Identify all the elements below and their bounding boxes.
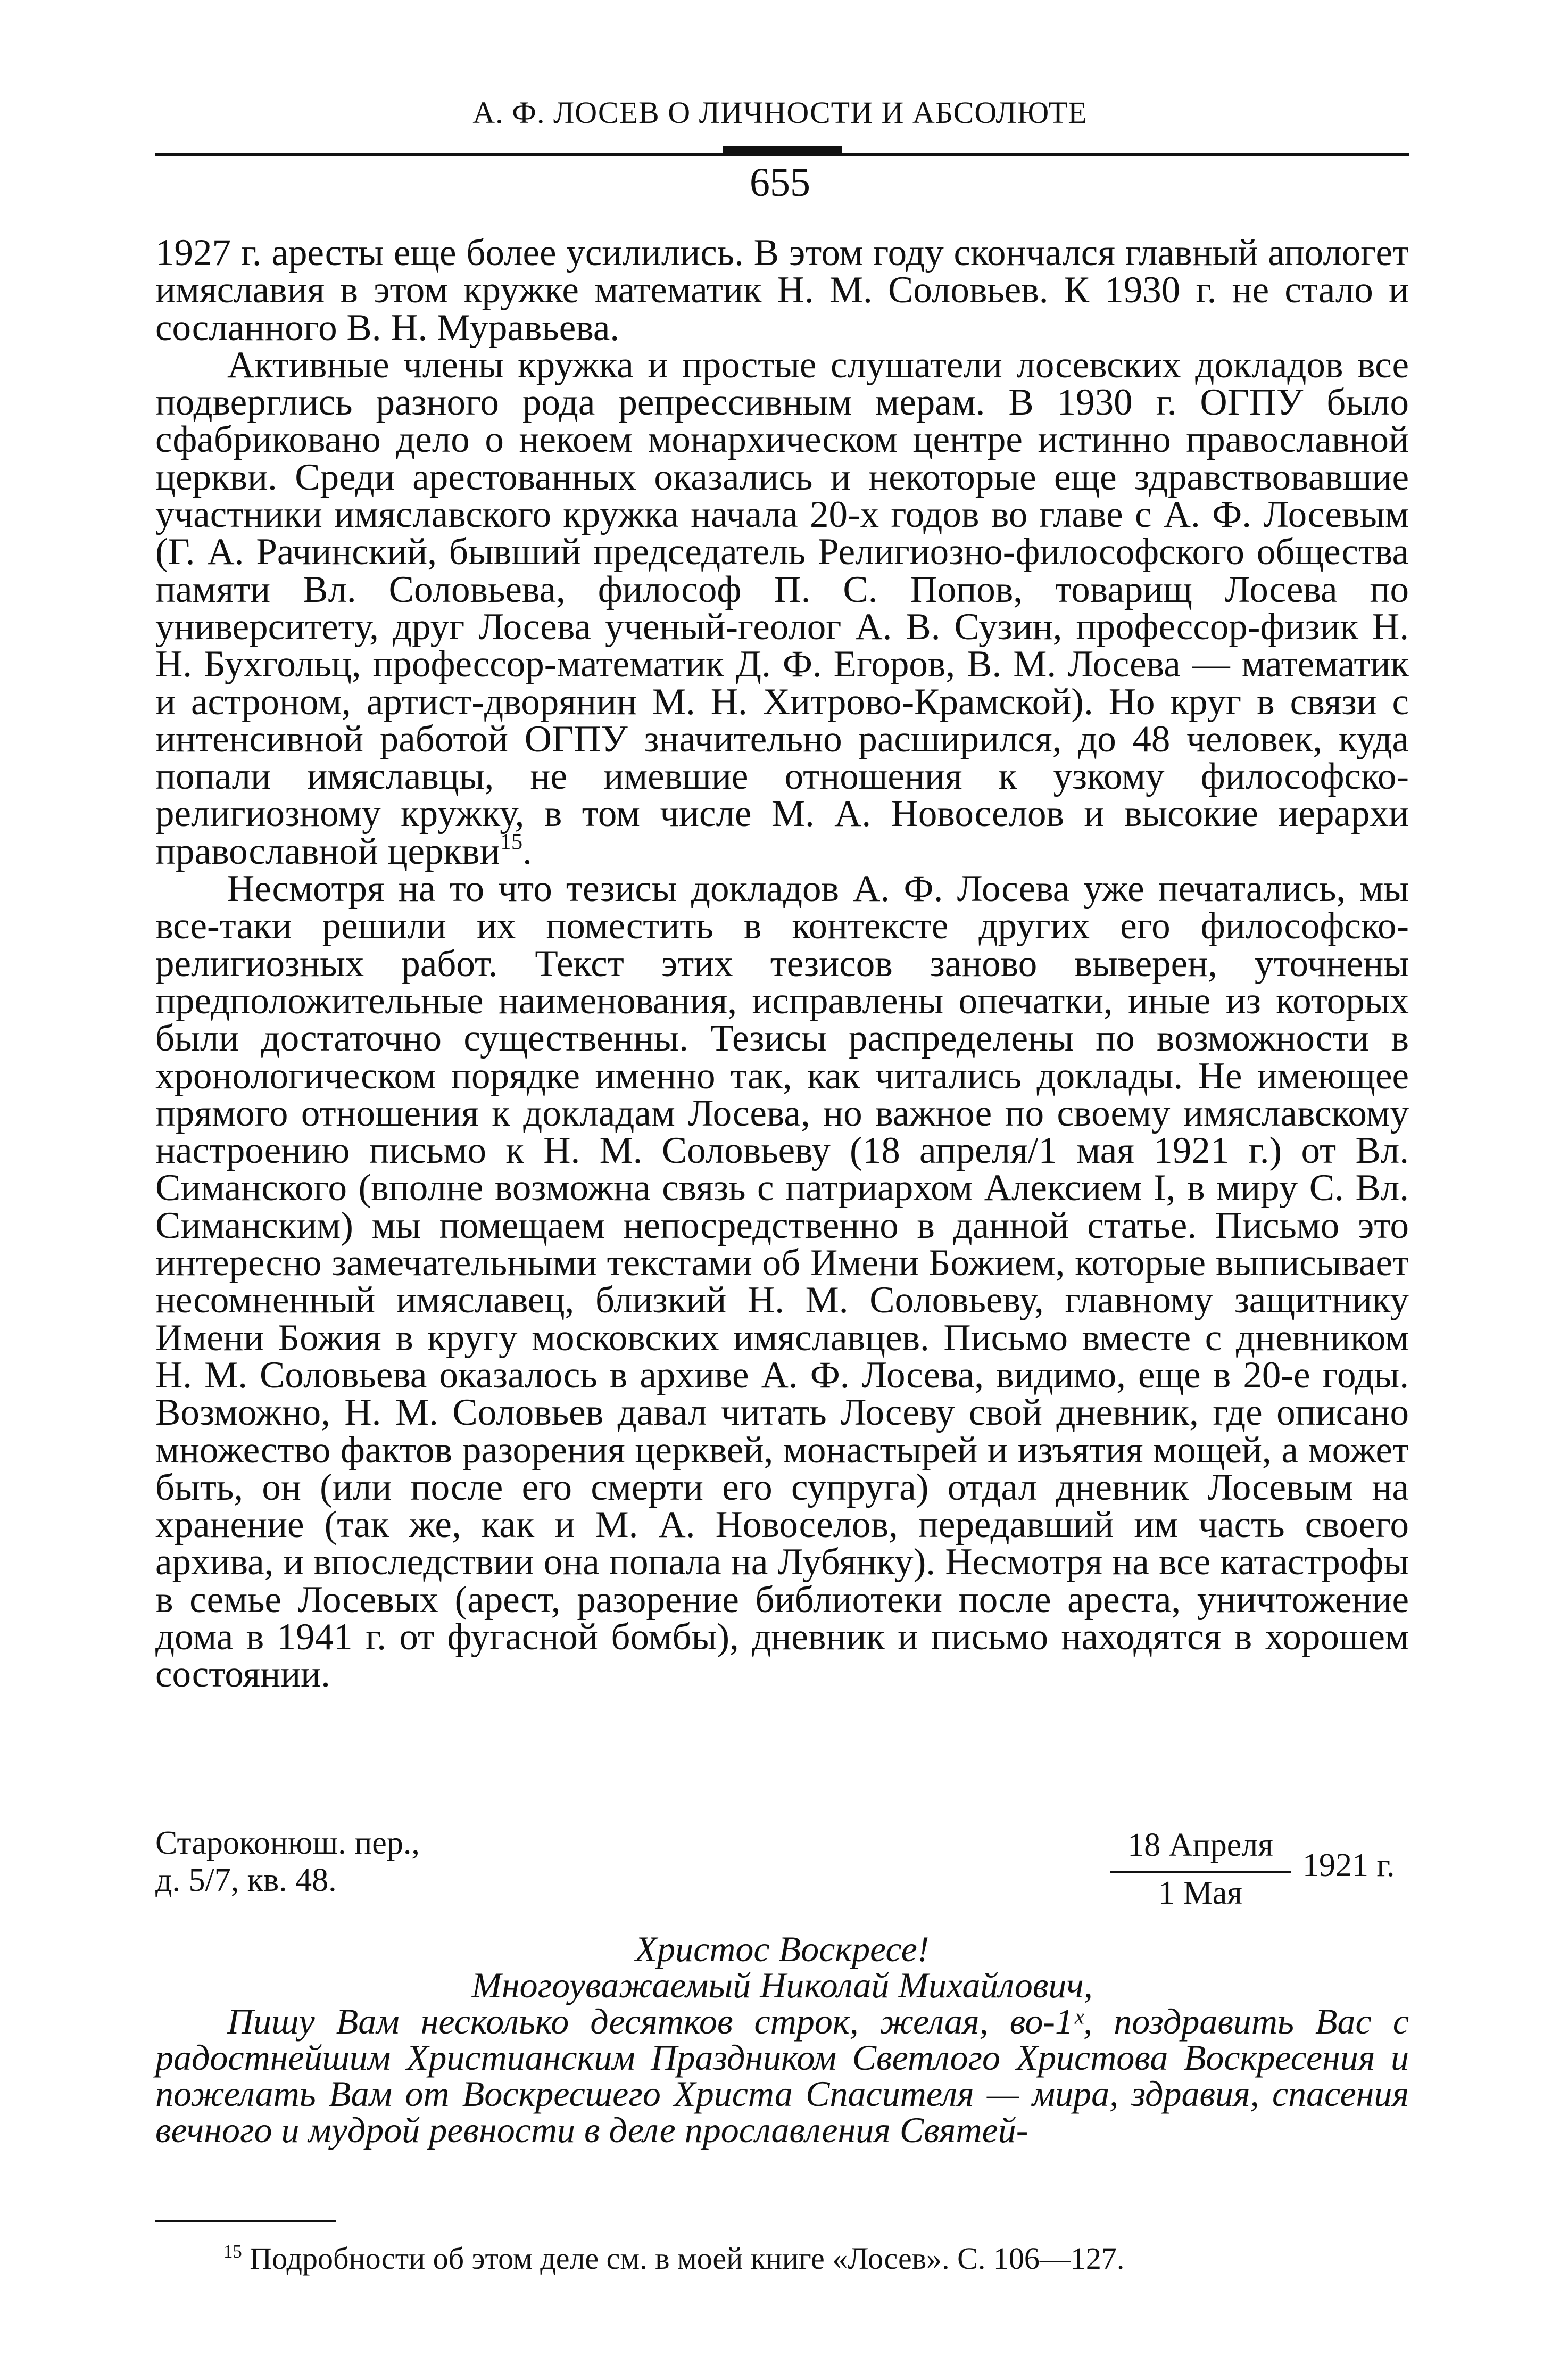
date-new-style: 1 Мая [1158,1875,1242,1911]
letter-greeting-2: Многоуважаемый Николай Михайлович, [471,1965,1093,2005]
paragraph-1: 1927 г. аресты еще более усилились. В этом году скончался главный апологет имяславия в этом кружке математик Н. М. Соловьев. К 1930 г. не стало и сосланного В. Н. Муравьева. [155,232,1409,349]
address-line-2: д. 5/7, кв. 48. [155,1862,337,1898]
paragraph-2-text: Активные члены кружка и простые слушатели лосевских докладов все подверглись разного рода репрессивным мерам. В 1930 г. ОГПУ было сфабриковано дело о некоем монархическом центре истинно православной церкви. Среди арестованных оказались и некоторые еще здравствовавшие участники имяславского кружка начала 20-х годов во главе с А. Ф. Лосевым (Г. А. Рачинский, бывший председатель Религиозно-философского общества памяти Вл. Соловьева, философ П. С. Попов, товарищ Лосева по университету, друг Лосева ученый-геолог А. В. Сузин, профессор-физик Н. Н. Бухгольц, профессор-математик Д. Ф. Егоров, В. М. Лосева — математик и астроном, артист-дворянин М. Н. Хитрово-Крамской). Но круг в связи с интенсивной работой ОГПУ значительно расширился, до 48 человек, куда попали имяславцы, не имевшие отношения к узкому философско-религиозному кружку, в том числе М. А. Новоселов и высокие иерархи православной церкви [155,344,1409,872]
footnote-text: Подробности об этом деле см. в моей книге «Лосев». С. 106—127. [242,2241,1125,2276]
header-rule-tab [723,146,842,155]
letter-greeting-1: Христос Воскресе! [635,1929,930,1969]
footnote-number: 15 [223,2241,242,2262]
page-number: 655 [750,160,810,205]
paragraph-2-end: . [522,830,532,872]
running-title: А. Ф. ЛОСЕВ О ЛИЧНОСТИ И АБСОЛЮТЕ [472,95,1088,130]
date-fraction-rule [1110,1871,1291,1873]
date-old-style: 18 Апреля [1127,1827,1273,1863]
main-text [155,232,1409,1696]
footnote [223,2241,1124,2277]
footnote-rule [155,2220,336,2222]
letter-paragraph: Пишу Вам несколько десятков строк, желая, во-1ˣ, поздравить Вас с радостнейшим Христианским Праздником Светлого Христова Воскресения и пожелать Вам от Воскресшего Христа Спасителя — мира, здравия, спасения вечного и мудрой ревности в деле прославления Святей- [155,2001,1409,2150]
address-line-1: Староконюш. пер., [155,1825,420,1861]
letter-body [155,1931,1409,2148]
letter-year: 1921 г. [1302,1847,1395,1883]
paragraph-3: Несмотря на то что тезисы докладов А. Ф. Лосева уже печатались, мы все-таки решили их поместить в контексте других его философско-религиозных работ. Текст этих тезисов заново выверен, уточнены предположительные наименования, исправлены опечатки, иные из которых были достаточно существенны. Тезисы распределены по возможности в хронологическом порядке именно так, как читались доклады. Не имеющее прямого отношения к докладам Лосева, но важное по своему имяславскому настроению письмо к Н. М. Соловьеву (18 апреля/1 мая 1921 г.) от Вл. Симанского (вполне возможна связь с патриархом Алексием I, в миру С. Вл. Симанским) мы помещаем непосредственно в данной статье. Письмо это интересно замечательными текстами об Имени Божием, которые выписывает несомненный имяславец, близкий Н. М. Соловьеву, главному защитнику Имени Божия в кругу московских имяславцев. Письмо вместе с дневником Н. М. Соловьева оказалось в архиве А. Ф. Лосева, видимо, еще в 20-е годы. Возможно, Н. М. Соловьев давал читать Лосеву свой дневник, где описано множество фактов разорения церквей, монастырей и изъятия мощей, а может быть, он (или после его смерти его супруга) отдал дневник Лосевым на хранение (так же, как и М. А. Новоселов, передавший им часть своего архива, и впоследствии она попала на Лубянку). Несмотря на все катастрофы в семье Лосевых (арест, разорение библиотеки после ареста, уничтожение дома в 1941 г. от фугасной бомбы), дневник и письмо находятся в хорошем состоянии. [155,868,1409,1696]
footnote-reference[interactable]: 15 [500,829,523,855]
paragraph-2 [155,346,1409,870]
letter-address [155,1824,420,1899]
letter-date-fraction [1110,1827,1291,1912]
